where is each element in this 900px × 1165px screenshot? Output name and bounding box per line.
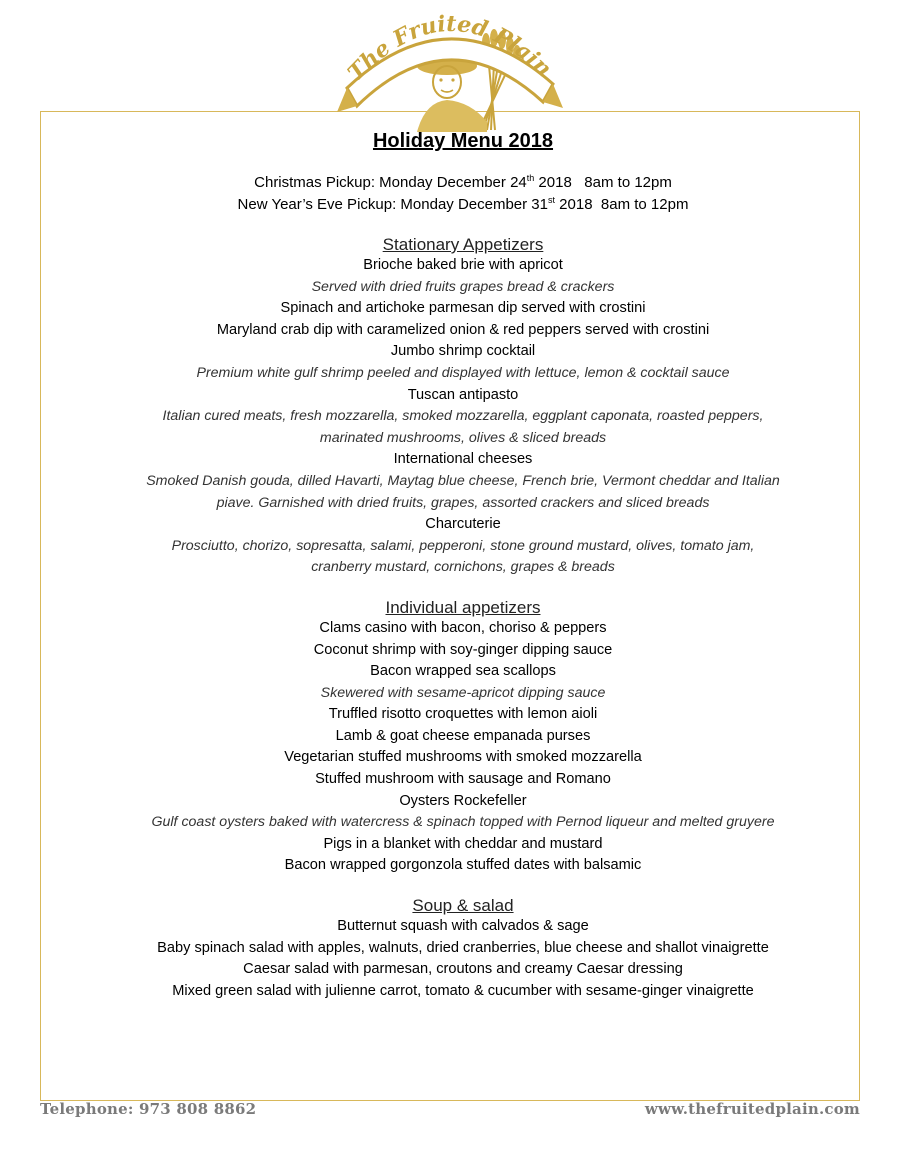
menu-item: Vegetarian stuffed mushrooms with smoked mozzarella	[284, 749, 642, 766]
menu-item: Spinach and artichoke parmesan dip served with crostini	[280, 300, 646, 317]
menu-item: Mixed green salad with julienne carrot, tomato & cucumber with sesame-ginger vinaigrette	[172, 982, 754, 999]
menu-item: Pigs in a blanket with cheddar and mustard	[323, 835, 603, 852]
menu-item: Jumbo shrimp cocktail	[390, 343, 536, 360]
newyear-pickup: New Year’s Eve Pickup: Monday December 31st 2018 8am to 12pm	[237, 195, 689, 213]
section-title: Stationary Appetizers	[382, 235, 544, 254]
menu-content	[40, 128, 886, 1002]
menu-item-description: marinated mushrooms, olives & sliced breads	[319, 429, 607, 446]
menu-item: Oysters Rockefeller	[399, 792, 527, 809]
menu-item: Coconut shrimp with soy-ginger dipping sauce	[313, 641, 613, 658]
menu-item: Clams casino with bacon, choriso & peppers	[319, 619, 607, 636]
menu-item: Charcuterie	[425, 516, 501, 533]
soup-salad-section	[40, 895, 886, 1002]
telephone-number: Telephone: 973 808 8862	[40, 1100, 257, 1118]
menu-item: International cheeses	[393, 451, 533, 468]
menu-item: Brioche baked brie with apricot	[363, 257, 563, 273]
fruited-plain-logo	[337, 2, 563, 132]
menu-item: Tuscan antipasto	[407, 386, 519, 403]
menu-item: Lamb & goat cheese empanada purses	[335, 727, 591, 744]
website-link[interactable]: www.thefruitedplain.com	[644, 1100, 860, 1118]
section-title: Soup & salad	[412, 896, 514, 916]
menu-title: Holiday Menu 2018	[372, 130, 554, 152]
section-title: Individual appetizers	[385, 597, 541, 617]
menu-item: Stuffed mushroom with sausage and Romano	[315, 771, 611, 788]
menu-item-description: Italian cured meats, fresh mozzarella, smoked mozzarella, eggplant caponata, roasted peppers,	[162, 408, 764, 425]
menu-item-description: cranberry mustard, cornichons, grapes & breads	[311, 559, 615, 576]
menu-item-description: Premium white gulf shrimp peeled and displayed with lettuce, lemon & cocktail sauce	[196, 364, 730, 381]
menu-item-description: Gulf coast oysters baked with watercress & spinach topped with Pernod liqueur and melted gruyere	[151, 814, 775, 831]
menu-item: Baby spinach salad with apples, walnuts, dried cranberries, blue cheese and shallot vinaigrette	[157, 939, 769, 956]
menu-item-description: Prosciutto, chorizo, sopresatta, salami, pepperoni, stone ground mustard, olives, tomato jam,	[171, 537, 755, 554]
individual-appetizers-section	[40, 597, 886, 877]
menu-item-description: Smoked Danish gouda, dilled Havarti, Maytag blue cheese, French brie, Vermont cheddar and Italian	[146, 472, 780, 489]
menu-item: Caesar salad with parmesan, croutons and creamy Caesar dressing	[243, 961, 683, 978]
menu-item: Bacon wrapped gorgonzola stuffed dates with balsamic	[284, 857, 642, 874]
menu-item: Bacon wrapped sea scallops	[370, 663, 556, 680]
menu-item: Butternut squash with calvados & sage	[337, 918, 589, 935]
menu-item-description: Skewered with sesame-apricot dipping sauce	[320, 684, 606, 701]
menu-item-description: piave. Garnished with dried fruits, grapes, assorted crackers and sliced breads	[216, 494, 710, 511]
stationary-appetizers-section	[40, 234, 886, 579]
svg-text:The Fruited Plain: The Fruited Plain	[342, 10, 557, 87]
pickup-info	[40, 172, 886, 216]
menu-item: Truffled risotto croquettes with lemon aioli	[328, 706, 598, 723]
christmas-pickup: Christmas Pickup: Monday December 24th 2018 8am to 12pm	[254, 173, 672, 191]
menu-item-description: Served with dried fruits grapes bread & crackers	[311, 278, 615, 295]
menu-item: Maryland crab dip with caramelized onion & red peppers served with crostini	[216, 321, 710, 338]
